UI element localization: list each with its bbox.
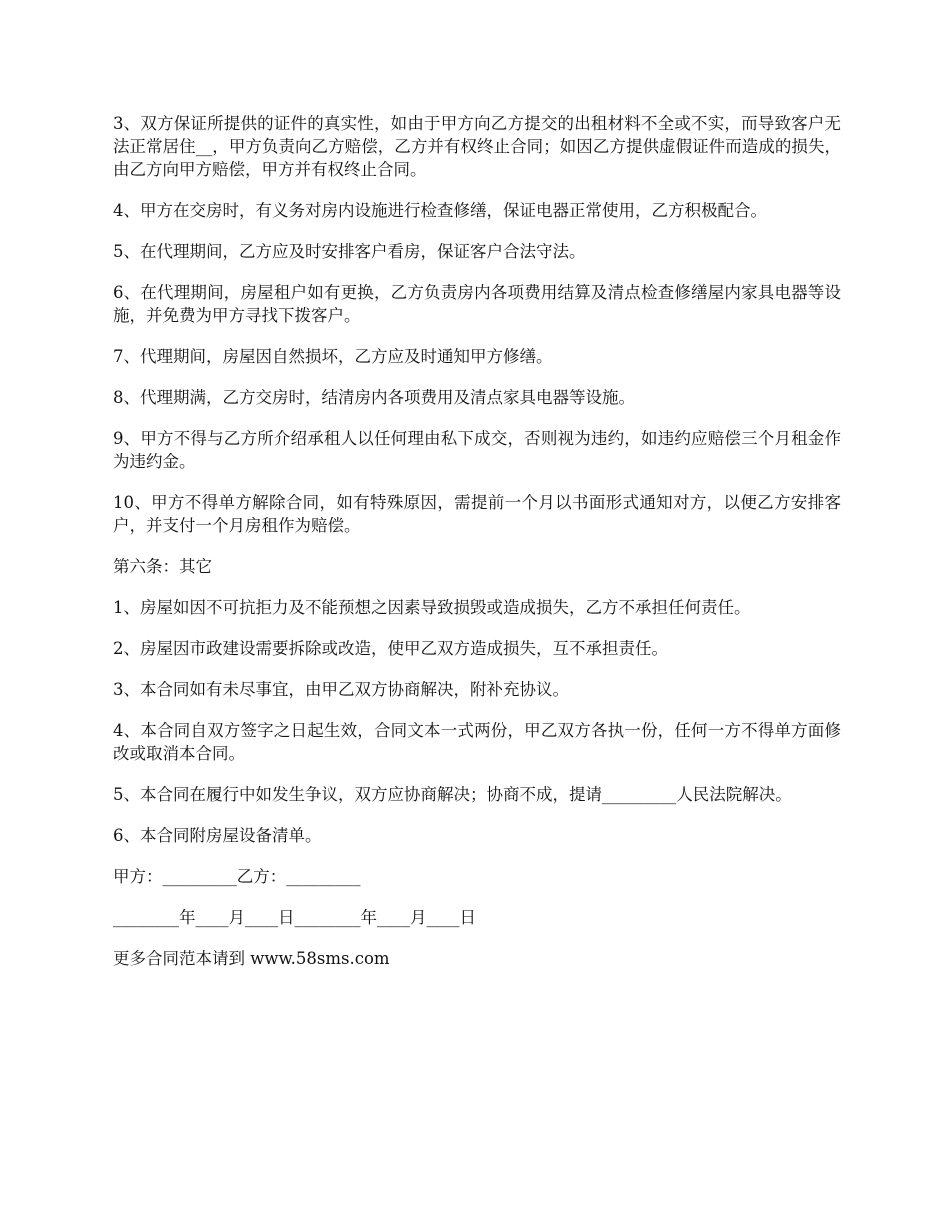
other-clause-6-paragraph: 6、本合同附房屋设备清单。 <box>113 826 322 845</box>
clause-6-paragraph: 6、在代理期间，房屋租户如有更换，乙方负责房内各项费用结算及清点检查修缮屋内家具电器等设施，并免费为甲方寻找下拨客户。 <box>113 283 841 325</box>
other-clause-4-paragraph: 4、本合同自双方签字之日起生效，合同文本一式两份，甲乙双方各执一份，任何一方不得单方面修改或取消本合同。 <box>113 721 841 763</box>
clause-7-paragraph: 7、代理期间，房屋因自然损坏，乙方应及时通知甲方修缮。 <box>113 347 553 366</box>
clause-10-paragraph: 10、甲方不得单方解除合同，如有特殊原因，需提前一个月以书面形式通知对方，以便乙方安排客户，并支付一个月房租作为赔偿。 <box>113 493 841 535</box>
clause-3-paragraph: 3、双方保证所提供的证件的真实性，如由于甲方向乙方提交的出租材料不全或不实，而导致客户无法正常居住__，甲方负责向乙方赔偿，乙方并有权终止合同；如因乙方提供虚假证件而造成的损失，由乙方向甲方赔偿，甲方并有权终止合同。 <box>113 114 841 179</box>
other-clause-3-paragraph: 3、本合同如有未尽事宜，由甲乙双方协商解决，附补充协议。 <box>113 680 569 699</box>
clause-4-paragraph: 4、甲方在交房时，有义务对房内设施进行检查修缮，保证电器正常使用，乙方积极配合。 <box>113 201 767 220</box>
document-page <box>113 112 841 988</box>
clause-5-paragraph: 5、在代理期间，乙方应及时安排客户看房，保证客户合法守法。 <box>113 242 586 261</box>
date-line: ________年____月____日________年____月____日 <box>113 908 476 927</box>
section-six-heading: 第六条：其它 <box>113 557 212 576</box>
clause-8-paragraph: 8、代理期满，乙方交房时，结清房内各项费用及清点家具电器等设施。 <box>113 388 635 407</box>
signature-line: 甲方：_________乙方：_________ <box>113 867 361 886</box>
footer-note: 更多合同范本请到 www.58sms.com <box>113 949 390 968</box>
clause-9-paragraph: 9、甲方不得与乙方所介绍承租人以任何理由私下成交，否则视为违约，如违约应赔偿三个月租金作为违约金。 <box>113 429 841 471</box>
other-clause-1-paragraph: 1、房屋如因不可抗拒力及不能预想之因素导致损毁或造成损失，乙方不承担任何责任。 <box>113 598 751 617</box>
other-clause-5-paragraph: 5、本合同在履行中如发生争议，双方应协商解决；协商不成，提请_________人民法院解决。 <box>113 785 792 804</box>
other-clause-2-paragraph: 2、房屋因市政建设需要拆除或改造，使甲乙双方造成损失，互不承担责任。 <box>113 639 668 658</box>
